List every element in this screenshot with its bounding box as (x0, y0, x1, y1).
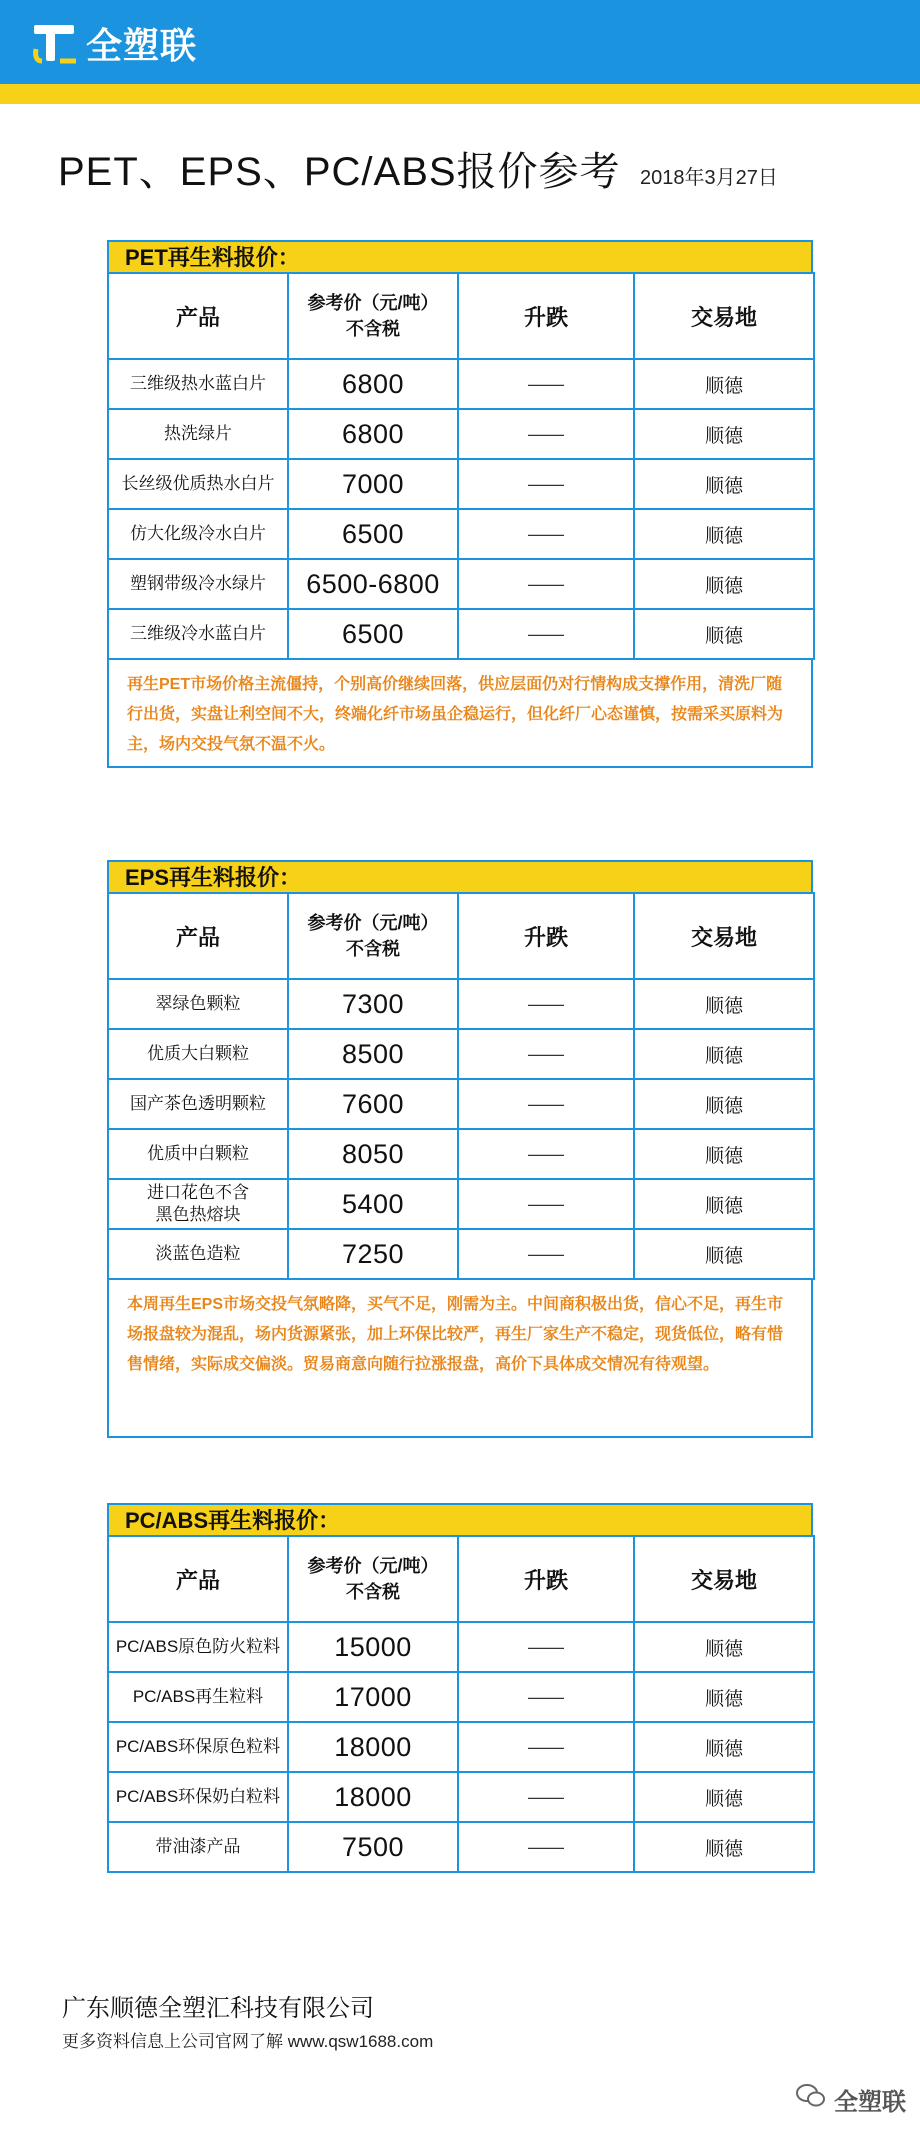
change-cell: —— (458, 1622, 634, 1672)
market-cell: 顺德 (634, 1129, 814, 1179)
page-date: 2018年3月27日 (640, 167, 778, 189)
market-cell: 顺德 (634, 509, 814, 559)
market-cell: 顺德 (634, 1722, 814, 1772)
price-cell: 15000 (288, 1622, 458, 1672)
product-cell: 优质大白颗粒 (108, 1029, 288, 1079)
market-cell: 顺德 (634, 459, 814, 509)
section-heading: PC/ABS再生料报价： (107, 1503, 813, 1535)
col-price-header: 参考价（元/吨） 不含税 (288, 893, 458, 979)
product-cell: 国产茶色透明颗粒 (108, 1079, 288, 1129)
table-row (108, 1229, 814, 1279)
footer-company: 广东顺德全塑汇科技有限公司 (62, 1995, 374, 2022)
market-cell: 顺德 (634, 1772, 814, 1822)
col-product-header: 产品 (108, 893, 288, 979)
change-cell: —— (458, 459, 634, 509)
change-cell: —— (458, 1029, 634, 1079)
table-header-row (108, 893, 814, 979)
col-market-header: 交易地 (634, 273, 814, 359)
product-cell: 进口花色不含黑色热熔块 (108, 1179, 288, 1229)
product-cell: 带油漆产品 (108, 1822, 288, 1872)
change-cell: —— (458, 1672, 634, 1722)
price-cell: 7250 (288, 1229, 458, 1279)
section-pet (107, 240, 813, 768)
price-cell: 18000 (288, 1722, 458, 1772)
market-cell: 顺德 (634, 559, 814, 609)
page-title: PET、EPS、PC/ABS报价参考 (58, 150, 621, 194)
product-cell: 仿大化级冷水白片 (108, 509, 288, 559)
price-cell: 7600 (288, 1079, 458, 1129)
col-change-header: 升跌 (458, 273, 634, 359)
table-row (108, 1622, 814, 1672)
price-cell: 18000 (288, 1772, 458, 1822)
product-cell: 淡蓝色造粒 (108, 1229, 288, 1279)
price-cell: 7500 (288, 1822, 458, 1872)
col-change-header: 升跌 (458, 893, 634, 979)
table-row (108, 1079, 814, 1129)
change-cell: —— (458, 1772, 634, 1822)
table-row (108, 1129, 814, 1179)
col-market-header: 交易地 (634, 1536, 814, 1622)
col-product-header: 产品 (108, 1536, 288, 1622)
change-cell: —— (458, 509, 634, 559)
product-cell: 翠绿色颗粒 (108, 979, 288, 1029)
market-cell: 顺德 (634, 359, 814, 409)
price-cell: 6800 (288, 409, 458, 459)
product-cell: 塑钢带级冷水绿片 (108, 559, 288, 609)
table-header-row (108, 1536, 814, 1622)
market-cell: 顺德 (634, 1672, 814, 1722)
price-cell: 5400 (288, 1179, 458, 1229)
change-cell: —— (458, 1229, 634, 1279)
product-cell: 优质中白颗粒 (108, 1129, 288, 1179)
account-watermark (796, 2082, 906, 2117)
price-cell: 6500 (288, 609, 458, 659)
account-name: 全塑联 (834, 2089, 906, 2116)
market-note: 本周再生EPS市场交投气氛略降，买气不足，刚需为主。中间商积极出货，信心不足，再生市场报盘较为混乱，场内货源紧张，加上环保比较严，再生厂家生产不稳定，现货低位，略有惜售情绪，实际成交偏淡。贸易商意向随行拉涨报盘，高价下具体成交情况有待观望。 (107, 1280, 813, 1438)
change-cell: —— (458, 1079, 634, 1129)
table-row (108, 1029, 814, 1079)
market-cell: 顺德 (634, 1179, 814, 1229)
table-row (108, 559, 814, 609)
market-cell: 顺德 (634, 1622, 814, 1672)
product-cell: PC/ABS环保原色粒料 (108, 1722, 288, 1772)
price-table (107, 892, 815, 1280)
col-price-header: 参考价（元/吨） 不含税 (288, 1536, 458, 1622)
brand-name: 全塑联 (86, 24, 198, 66)
table-row (108, 459, 814, 509)
wechat-icon (796, 2083, 826, 2116)
price-cell: 8050 (288, 1129, 458, 1179)
price-cell: 7300 (288, 979, 458, 1029)
price-cell: 6500-6800 (288, 559, 458, 609)
col-price-header: 参考价（元/吨） 不含税 (288, 273, 458, 359)
table-row (108, 1672, 814, 1722)
table-row (108, 979, 814, 1029)
section-eps (107, 860, 813, 1438)
table-row (108, 1179, 814, 1229)
market-cell: 顺德 (634, 1822, 814, 1872)
header-stripe (0, 84, 920, 104)
change-cell: —— (458, 1129, 634, 1179)
product-cell: 三维级热水蓝白片 (108, 359, 288, 409)
market-cell: 顺德 (634, 609, 814, 659)
product-cell: 三维级冷水蓝白片 (108, 609, 288, 659)
price-cell: 17000 (288, 1672, 458, 1722)
market-cell: 顺德 (634, 1079, 814, 1129)
table-header-row (108, 273, 814, 359)
product-cell: PC/ABS原色防火粒料 (108, 1622, 288, 1672)
change-cell: —— (458, 409, 634, 459)
brand-logo (32, 18, 197, 68)
market-cell: 顺德 (634, 1229, 814, 1279)
col-change-header: 升跌 (458, 1536, 634, 1622)
market-cell: 顺德 (634, 409, 814, 459)
change-cell: —— (458, 559, 634, 609)
table-row (108, 1822, 814, 1872)
change-cell: —— (458, 609, 634, 659)
price-table (107, 272, 815, 660)
market-cell: 顺德 (634, 1029, 814, 1079)
market-note: 再生PET市场价格主流僵持，个别高价继续回落，供应层面仍对行情构成支撑作用，清洗厂随行出货，实盘让利空间不大，终端化纤市场虽企稳运行，但化纤厂心态谨慎，按需采买原料为主，场内交投气氛不温不火。 (107, 660, 813, 768)
footer-website[interactable]: 更多资料信息上公司官网了解 www.qsw1688.com (62, 2032, 434, 2051)
col-market-header: 交易地 (634, 893, 814, 979)
table-row (108, 1772, 814, 1822)
table-row (108, 609, 814, 659)
table-row (108, 1722, 814, 1772)
product-cell: 长丝级优质热水白片 (108, 459, 288, 509)
price-cell: 7000 (288, 459, 458, 509)
change-cell: —— (458, 979, 634, 1029)
price-cell: 6800 (288, 359, 458, 409)
change-cell: —— (458, 1179, 634, 1229)
change-cell: —— (458, 359, 634, 409)
market-cell: 顺德 (634, 979, 814, 1029)
section-pc-abs (107, 1503, 813, 1873)
col-product-header: 产品 (108, 273, 288, 359)
product-cell: PC/ABS再生粒料 (108, 1672, 288, 1722)
section-heading: PET再生料报价： (107, 240, 813, 272)
price-cell: 6500 (288, 509, 458, 559)
logo-mark-icon (32, 19, 80, 67)
price-cell: 8500 (288, 1029, 458, 1079)
product-cell: PC/ABS环保奶白粒料 (108, 1772, 288, 1822)
product-cell: 热洗绿片 (108, 409, 288, 459)
table-row (108, 409, 814, 459)
table-row (108, 509, 814, 559)
section-heading: EPS再生料报价： (107, 860, 813, 892)
price-table (107, 1535, 815, 1873)
table-row (108, 359, 814, 409)
change-cell: —— (458, 1822, 634, 1872)
change-cell: —— (458, 1722, 634, 1772)
